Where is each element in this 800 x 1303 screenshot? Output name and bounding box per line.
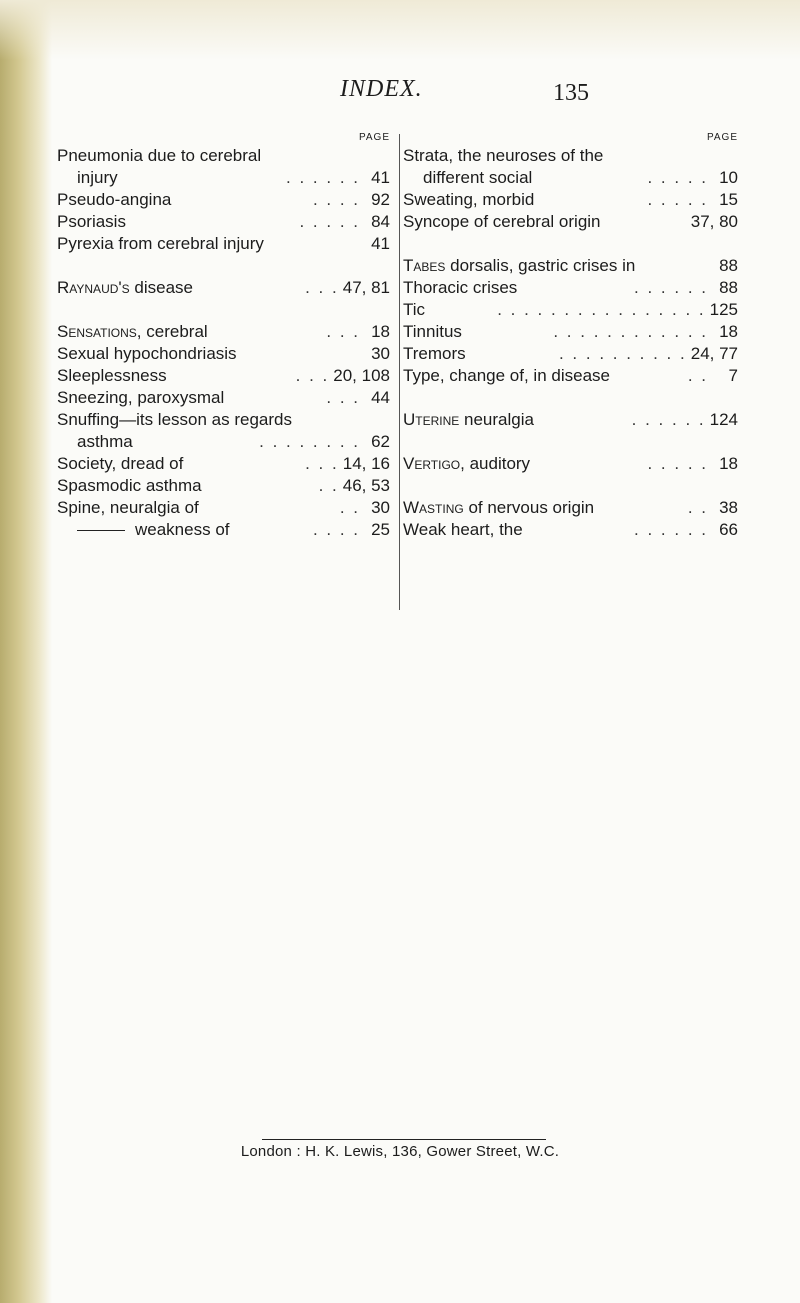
page-top-shading — [0, 0, 800, 60]
index-term: Type, change of, in disease — [403, 366, 610, 385]
index-pages: 62 — [371, 432, 390, 451]
index-pages: 24, 77 — [690, 344, 738, 363]
footer-rule — [262, 1139, 546, 1140]
ditto-dash — [77, 530, 125, 531]
index-entry — [57, 321, 390, 343]
index-entry — [403, 211, 738, 233]
index-entry — [57, 233, 390, 255]
index-term: asthma — [77, 432, 133, 451]
leader-dots: . . . . . — [299, 212, 360, 231]
leader-dots: . . . . . . — [631, 410, 706, 429]
index-pages: 10 — [719, 168, 738, 187]
index-term: Sleeplessness — [57, 366, 167, 385]
index-entry — [403, 299, 738, 321]
index-pages: 25 — [371, 520, 390, 539]
index-entry — [403, 519, 738, 541]
page-number: 135 — [553, 80, 589, 106]
index-entry — [57, 277, 390, 299]
running-title: INDEX. — [340, 76, 423, 102]
index-term: Sweating, morbid — [403, 190, 535, 209]
printer-imprint: London : H. K. Lewis, 136, Gower Street, W.C. — [240, 1143, 560, 1160]
index-pages: 18 — [719, 322, 738, 341]
index-pages: 88 — [719, 278, 738, 297]
index-term: Society, dread of — [57, 454, 184, 473]
index-pages: 47, 81 — [342, 278, 390, 297]
index-pages: 38 — [719, 498, 738, 517]
index-entry — [403, 189, 738, 211]
index-entry — [57, 519, 390, 541]
index-pages: 88 — [719, 256, 738, 275]
index-entry — [57, 431, 390, 453]
index-term: Pneumonia due to cerebral — [57, 146, 262, 165]
leader-dots: . . . . — [312, 520, 360, 539]
index-term: Tinnitus — [403, 322, 462, 341]
index-entry — [403, 497, 738, 519]
index-entry — [403, 167, 738, 189]
index-column-right — [403, 132, 738, 541]
leader-dots: . . . . . . — [634, 278, 708, 297]
index-pages: 30 — [371, 344, 390, 363]
index-term: weakness of — [57, 519, 230, 541]
index-term: Wasting of nervous origin — [403, 498, 595, 517]
page-column-heading: PAGE — [358, 132, 390, 143]
index-entry — [403, 255, 738, 277]
index-entry — [57, 475, 390, 497]
index-pages: 84 — [371, 212, 390, 231]
leader-dots: . . . — [295, 366, 330, 385]
index-term: Syncope of cerebral origin — [403, 212, 601, 231]
index-entry — [57, 343, 390, 365]
index-entry — [57, 167, 390, 189]
index-term: different social — [423, 168, 533, 187]
leader-dots: . . . . — [312, 190, 360, 209]
leader-dots: . . . . . . — [286, 168, 360, 187]
index-term: Thoracic crises — [403, 278, 518, 297]
leader-dots: . . . . . — [647, 190, 708, 209]
index-entry — [403, 321, 738, 343]
index-term: Pyrexia from cerebral injury — [57, 234, 264, 253]
index-pages: 18 — [719, 454, 738, 473]
leader-dots: . . — [687, 498, 708, 517]
index-term: Spasmodic asthma — [57, 476, 202, 495]
index-term: Tabes dorsalis, gastric crises in — [403, 256, 636, 275]
index-term: Pseudo-angina — [57, 190, 172, 209]
leader-dots: . . . . . — [647, 168, 708, 187]
index-term: Sensations, cerebral — [57, 322, 208, 341]
index-pages: 125 — [709, 300, 738, 319]
leader-dots: . . . . . . . . . . — [558, 344, 687, 363]
index-term: Vertigo, auditory — [403, 454, 531, 473]
index-entry — [403, 277, 738, 299]
leader-dots: . . — [339, 498, 360, 517]
index-pages: 124 — [709, 410, 738, 429]
index-entry — [57, 453, 390, 475]
index-pages: 41 — [371, 234, 390, 253]
index-term: Snuffing—its lesson as regards — [57, 410, 292, 429]
index-entry — [57, 145, 390, 167]
index-pages: 30 — [371, 498, 390, 517]
index-term: Tremors — [403, 344, 466, 363]
index-pages: 92 — [371, 190, 390, 209]
leader-dots: . . . . . — [647, 454, 708, 473]
index-entry — [57, 189, 390, 211]
index-entry — [403, 409, 738, 431]
index-term: Spine, neuralgia of — [57, 498, 199, 517]
index-entry — [403, 145, 738, 167]
leader-dots: . . . . . . . . — [259, 432, 360, 451]
index-pages: 14, 16 — [342, 454, 390, 473]
index-pages: 66 — [719, 520, 738, 539]
leader-dots: . . . . . . — [634, 520, 708, 539]
index-term: Strata, the neuroses of the — [403, 146, 604, 165]
index-term: Tic — [403, 300, 426, 319]
index-pages: 44 — [371, 388, 390, 407]
index-term: Uterine neuralgia — [403, 410, 534, 429]
leader-dots: . . . — [326, 388, 360, 407]
index-entry — [57, 211, 390, 233]
leader-dots: . . — [687, 366, 708, 385]
leader-dots: . . — [318, 476, 339, 495]
index-pages: 15 — [719, 190, 738, 209]
index-pages: 41 — [371, 168, 390, 187]
index-entry — [403, 343, 738, 365]
index-term: Sneezing, paroxysmal — [57, 388, 225, 407]
index-entry — [57, 387, 390, 409]
column-divider — [399, 134, 400, 610]
leader-dots: . . . . . . . . . . . . . . . . — [497, 300, 706, 319]
index-entry — [403, 453, 738, 475]
index-term: Psoriasis — [57, 212, 126, 231]
index-column-left — [57, 132, 390, 541]
index-term: Raynaud's disease — [57, 278, 193, 297]
index-entry — [57, 409, 390, 431]
index-entry — [403, 365, 738, 387]
leader-dots: . . . — [326, 322, 360, 341]
index-pages: 18 — [371, 322, 390, 341]
index-pages: 46, 53 — [342, 476, 390, 495]
index-term: Sexual hypochondriasis — [57, 344, 237, 363]
index-entry — [57, 365, 390, 387]
index-term: injury — [77, 168, 118, 187]
page-column-heading: PAGE — [706, 132, 738, 143]
leader-dots: . . . — [305, 278, 339, 297]
leader-dots: . . . . . . . . . . . . — [553, 322, 708, 341]
page-edge-shadow — [0, 0, 52, 1303]
index-pages: 20, 108 — [333, 366, 390, 385]
index-term: Weak heart, the — [403, 520, 523, 539]
index-pages: 7 — [728, 366, 738, 385]
index-pages: 37, 80 — [690, 212, 738, 231]
index-entry — [57, 497, 390, 519]
leader-dots: . . . — [305, 454, 339, 473]
